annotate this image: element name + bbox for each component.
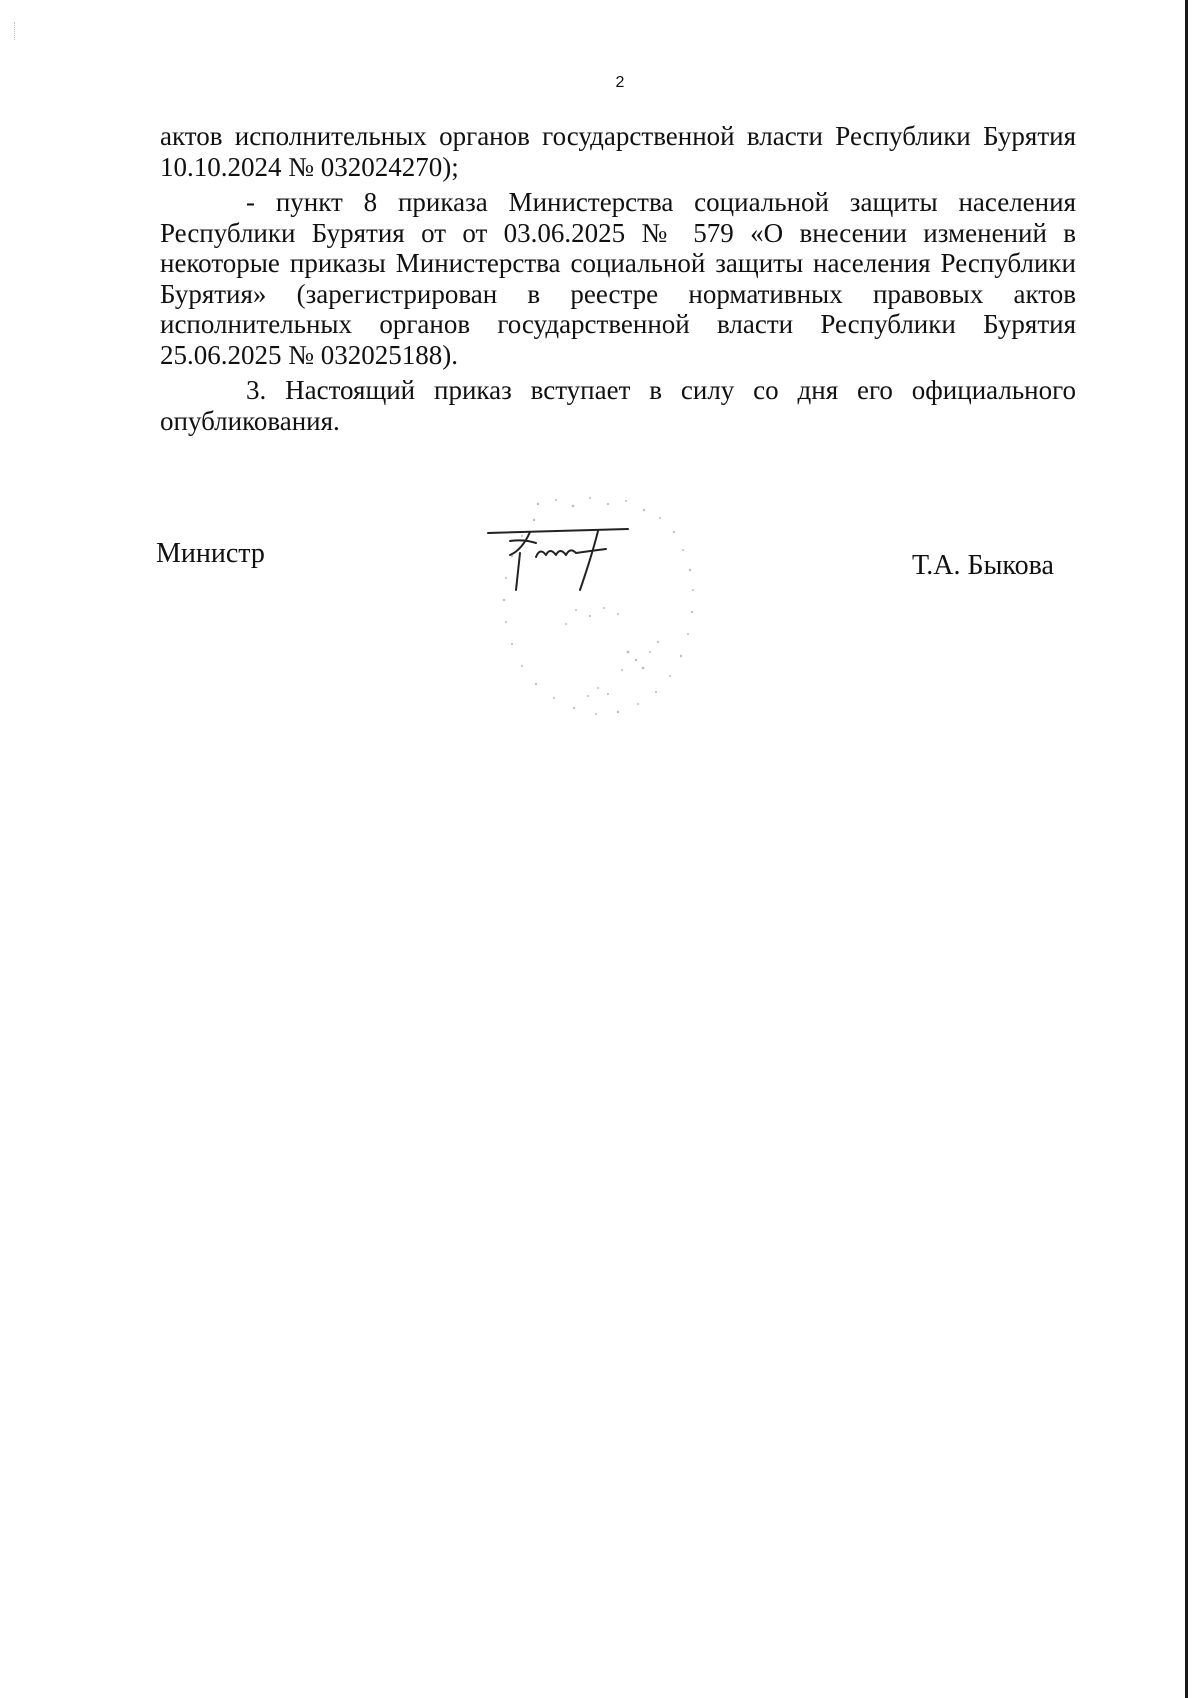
page-number: 2 (615, 74, 625, 91)
scan-edge-line (1185, 0, 1188, 1698)
paragraph-clause-3: 3. Настоящий приказ вступает в силу со дня его официального опубликования. (160, 375, 1076, 436)
handwritten-signature (480, 495, 640, 605)
paragraph-continuation: актов исполнительных органов государственной власти Республики Бурятия 10.10.2024 № 032024270); (160, 121, 1076, 182)
signer-title: Министр (156, 538, 265, 569)
scan-specks (14, 22, 18, 40)
paragraph-item-8: - пункт 8 приказа Министерства социальной защиты населения Республики Бурятия от от 03.06.2025 № 579 «О внесении изменений в некоторые приказы Министерства социальной защиты населения Республики Бурятия» (зарегистрирован в реестре нормативных правовых актов исполнительных органов государственной власти Республики Бурятия 25.06.2025 № 032025188). (160, 187, 1076, 370)
document-body (160, 121, 1076, 441)
signer-name: Т.А. Быкова (912, 550, 1054, 581)
